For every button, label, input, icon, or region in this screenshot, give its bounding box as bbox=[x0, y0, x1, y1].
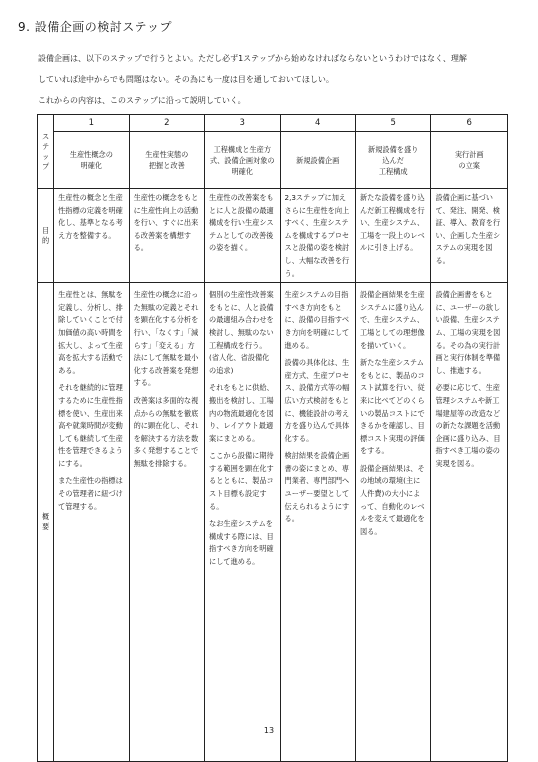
overview-paragraph: 設備企画結果は、その地域の環境(主に人件費)の大小によって、自動化のレベルを変えて最適化を図る。 bbox=[359, 463, 425, 536]
purpose-row bbox=[38, 189, 508, 283]
step-number: 1 bbox=[54, 115, 129, 132]
step-overview bbox=[280, 283, 355, 762]
overview-row bbox=[38, 283, 508, 762]
step-number: 4 bbox=[280, 115, 355, 132]
step-overview bbox=[355, 283, 430, 762]
overview-paragraph: それをもとに供給、搬出を検討し、工場内の物流最適化を図り、レイアウト最適案にまとめる。 bbox=[209, 383, 274, 443]
intro-paragraph bbox=[38, 48, 516, 111]
step-name: 新規設備を盛り 込んだ 工程構成 bbox=[355, 132, 430, 189]
step-overview bbox=[129, 283, 204, 762]
step-number: 2 bbox=[129, 115, 204, 132]
steps-table bbox=[37, 114, 508, 762]
row-label-step: ステップ bbox=[38, 115, 54, 189]
intro-line: これからの内容は、このステップに沿って説明していく。 bbox=[38, 96, 246, 105]
step-overview bbox=[431, 283, 508, 762]
overview-paragraph: 必要に応じて、生産管理システムや新工場建屋等の改造などの新たな課題を活動企画に盛り込み、目指すべき工場の姿の実現を図る。 bbox=[435, 383, 501, 468]
step-name: 実行計画 の立案 bbox=[431, 132, 508, 189]
overview-paragraph: 設備の具体化は、生産方式、生産プロセス、設備方式等の幅広い方式検討をもとに、機能設計の考え方を盛り込んで具体化する。 bbox=[284, 358, 350, 443]
step-purpose: 新たな設備を盛り込んだ新工程構成を行い、生産システム、工場を一段上のレベルに引き上げる。 bbox=[355, 189, 430, 283]
step-name: 工程構成と生産方式、設備企画対象の 明確化 bbox=[205, 132, 280, 189]
step-name: 生産性概念の 明確化 bbox=[54, 132, 129, 189]
overview-paragraph: 生産システムの目指すべき方向をもとに、設備の目指すべき方向を明確にして進める。 bbox=[284, 290, 350, 350]
step-overview bbox=[205, 283, 280, 762]
page-number: 13 bbox=[263, 726, 275, 735]
overview-paragraph: 設備企画結果を生産システムに盛り込んで、生産システム、工場としての理想像を描いていく。 bbox=[359, 290, 425, 350]
step-purpose: 生産性の概念と生産性指標の定義を明確化し、基準となる考え方を整備する。 bbox=[54, 189, 129, 283]
overview-paragraph: また生産性の指標はその管理者に紐づけて管理する。 bbox=[58, 476, 123, 511]
overview-paragraph: 生産性とは、無駄を定義し、分析し、排除していくことで付加価値の高い時間を拡大し、よって生産高を拡大する活動である。 bbox=[58, 290, 123, 375]
intro-line: 設備企画は、以下のステップで行うとよい。ただし必ず1ステップから始めなければならないというわけではなく、理解 bbox=[38, 54, 467, 63]
overview-paragraph: 個別の生産性改善案をもとに、人と設備の最適組み合わせを検討し、無駄のない工程構成を行う。(省人化、省設備化の追求) bbox=[209, 290, 274, 375]
row-label-purpose: 目的 bbox=[38, 189, 54, 283]
step-purpose: 生産性の改善案をもとに人と設備の最適構成を行い生産システムとしての改善後の姿を描く。 bbox=[205, 189, 280, 283]
overview-paragraph: 生産性の概念に沿った無駄の定義とそれを顕在化する分析を行い、「なくす」「減らす」「変える」方法にして無駄を最小化する改善案を発想する。 bbox=[133, 290, 199, 388]
step-number: 5 bbox=[355, 115, 430, 132]
overview-paragraph: 設備企画書をもとに、ユーザーの欲しい設備、生産システム、工場の実現を図る。その為の実行計画と実行体制を準備し、推進する。 bbox=[435, 290, 501, 375]
step-name-row bbox=[38, 132, 508, 189]
overview-paragraph: 検討結果を設備企画書の姿にまとめ、専門業者、専門部門へユーザー要望として伝えられるようにする。 bbox=[284, 451, 350, 524]
step-overview bbox=[54, 283, 129, 762]
overview-paragraph: 改善案は多面的な視点からの無駄を徹底的に顕在化し、それを解決する方法を数多く発想することで無駄を排除する。 bbox=[133, 395, 199, 468]
step-name: 生産性実態の 把握と改善 bbox=[129, 132, 204, 189]
row-label-overview: 概要 bbox=[38, 283, 54, 762]
step-number: 6 bbox=[431, 115, 508, 132]
step-number: 3 bbox=[205, 115, 280, 132]
step-purpose: 設備企画に基づいて、発注、開発、検証、導入、教育を行い、企画した生産システムの実現を図る。 bbox=[431, 189, 508, 283]
step-name: 新規設備企画 bbox=[280, 132, 355, 189]
step-purpose: 2,3ステップに加えさらに生産性を向上すべく、生産システムを構成するプロセスと設備の姿を検討し、大幅な改善を行う。 bbox=[280, 189, 355, 283]
section-title: 9. 設備企画の検討ステップ bbox=[18, 20, 173, 34]
step-purpose: 生産性の概念をもとに生産性向上の活動を行い、すぐに出来る改善案を構想する。 bbox=[129, 189, 204, 283]
intro-line: していれば途中からでも問題はない。その為にも一度は目を通しておいてほしい。 bbox=[38, 75, 334, 84]
overview-paragraph: なお生産システムを構成する際には、目指すべき方向を明確にして進める。 bbox=[209, 519, 274, 567]
overview-paragraph: 新たな生産システムをもとに、製品のコスト試算を行い、従来に比べてどのくらいの製品コストにできるかを確認し、目標コスト実現の評価をする。 bbox=[359, 358, 425, 456]
overview-paragraph: ここから設備に期待する範囲を顕在化するとともに、製品コスト目標も設定する。 bbox=[209, 451, 274, 511]
overview-paragraph: それを継続的に管理するために生産性指標を使い、生産出来高や就業時間が変動しても継続して生産性を管理できるようにする。 bbox=[58, 383, 123, 468]
step-number-row bbox=[38, 115, 508, 132]
